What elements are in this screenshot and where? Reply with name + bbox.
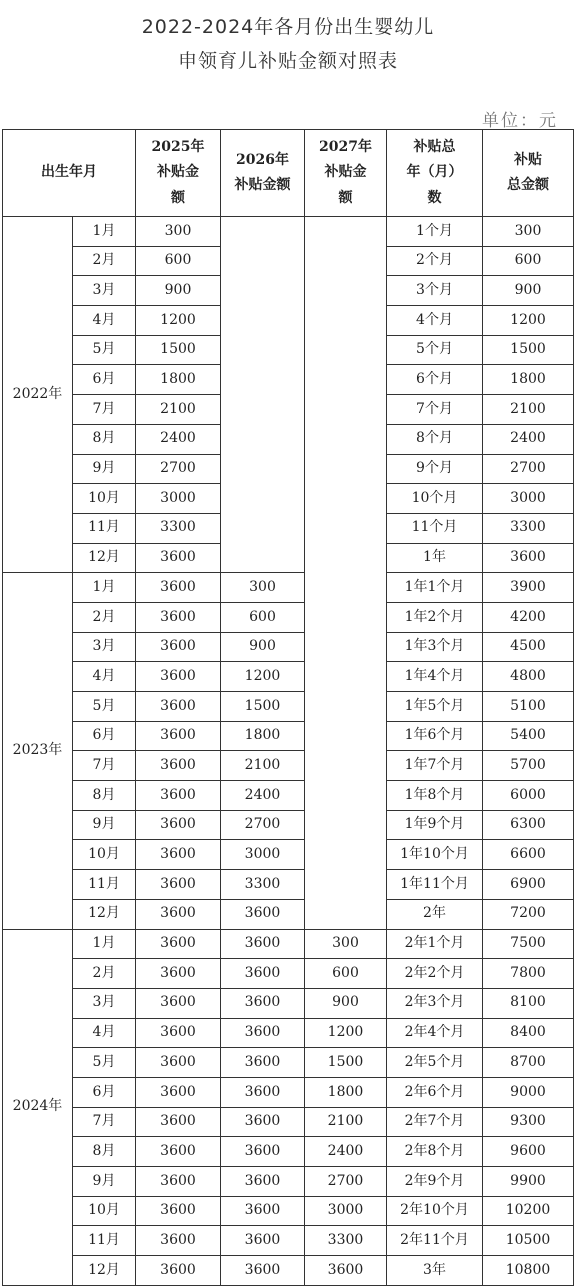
total-amount-cell: 7800 <box>483 959 574 989</box>
total-amount-cell: 900 <box>483 276 574 306</box>
total-months-cell: 2年3个月 <box>387 988 483 1018</box>
subsidy-2025-cell: 3600 <box>136 1226 221 1256</box>
total-months-cell: 5个月 <box>387 335 483 365</box>
total-months-cell: 1个月 <box>387 217 483 247</box>
month-cell: 10月 <box>73 1196 136 1226</box>
total-amount-cell: 2700 <box>483 454 574 484</box>
header-2027-subsidy: 2027年 补贴金 额 <box>305 130 387 217</box>
month-cell: 12月 <box>73 543 136 573</box>
total-amount-cell: 2400 <box>483 424 574 454</box>
total-months-cell: 7个月 <box>387 395 483 425</box>
subsidy-2027-cell: 2100 <box>305 1107 387 1137</box>
month-cell: 6月 <box>73 721 136 751</box>
month-cell: 7月 <box>73 1107 136 1137</box>
subsidy-2026-cell: 3600 <box>221 929 305 959</box>
subsidy-2026-cell: 2400 <box>221 781 305 811</box>
unit-label: 单位：元 <box>482 111 558 131</box>
table-row <box>3 751 574 781</box>
total-months-cell: 1年3个月 <box>387 632 483 662</box>
subsidy-2026-cell: 3600 <box>221 959 305 989</box>
total-months-cell: 3个月 <box>387 276 483 306</box>
subsidy-2025-cell: 3600 <box>136 1018 221 1048</box>
total-amount-cell: 1500 <box>483 335 574 365</box>
subsidy-2025-cell: 3600 <box>136 810 221 840</box>
subsidy-2026-cell: 3600 <box>221 1196 305 1226</box>
total-months-cell: 1年6个月 <box>387 721 483 751</box>
subsidy-2026-cell: 3000 <box>221 840 305 870</box>
total-months-cell: 2年11个月 <box>387 1226 483 1256</box>
total-months-cell: 1年8个月 <box>387 781 483 811</box>
month-cell: 8月 <box>73 424 136 454</box>
document-title-line2: 申领育儿补贴金额对照表 <box>177 50 398 72</box>
table-row <box>3 988 574 1018</box>
document-title-line1: 2022-2024年各月份出生婴幼儿 <box>141 16 435 38</box>
table-row <box>3 840 574 870</box>
month-cell: 9月 <box>73 810 136 840</box>
table-row <box>3 602 574 632</box>
table-row <box>3 929 574 959</box>
subsidy-2025-cell: 2700 <box>136 454 221 484</box>
subsidy-2025-cell: 3600 <box>136 1137 221 1167</box>
total-months-cell: 2年6个月 <box>387 1077 483 1107</box>
total-months-cell: 1年9个月 <box>387 810 483 840</box>
month-cell: 9月 <box>73 1167 136 1197</box>
month-cell: 8月 <box>73 1137 136 1167</box>
month-cell: 9月 <box>73 454 136 484</box>
subsidy-2025-cell: 1200 <box>136 306 221 336</box>
empty-merged-cell <box>305 217 387 930</box>
subsidy-2027-cell: 2700 <box>305 1167 387 1197</box>
total-months-cell: 2年2个月 <box>387 959 483 989</box>
month-cell: 4月 <box>73 306 136 336</box>
year-cell: 2024年 <box>3 929 73 1285</box>
subsidy-2026-cell: 3600 <box>221 1048 305 1078</box>
empty-merged-cell <box>221 217 305 573</box>
month-cell: 4月 <box>73 662 136 692</box>
month-cell: 2月 <box>73 602 136 632</box>
table-row <box>3 632 574 662</box>
month-cell: 7月 <box>73 395 136 425</box>
total-months-cell: 6个月 <box>387 365 483 395</box>
year-cell: 2023年 <box>3 573 73 929</box>
subsidy-2026-cell: 3600 <box>221 1107 305 1137</box>
total-amount-cell: 10800 <box>483 1256 574 1286</box>
month-cell: 2月 <box>73 959 136 989</box>
table-row <box>3 1107 574 1137</box>
subsidy-2025-cell: 3600 <box>136 988 221 1018</box>
total-months-cell: 1年4个月 <box>387 662 483 692</box>
subsidy-2025-cell: 3600 <box>136 1167 221 1197</box>
header-total-amount: 补贴 总金额 <box>483 130 574 217</box>
total-amount-cell: 7500 <box>483 929 574 959</box>
table-row <box>3 1018 574 1048</box>
total-amount-cell: 4800 <box>483 662 574 692</box>
table-row <box>3 899 574 929</box>
subsidy-2025-cell: 3600 <box>136 662 221 692</box>
subsidy-2026-cell: 3600 <box>221 1137 305 1167</box>
month-cell: 12月 <box>73 899 136 929</box>
month-cell: 7月 <box>73 751 136 781</box>
total-amount-cell: 4200 <box>483 602 574 632</box>
header-birth-month: 出生年月 <box>3 130 136 217</box>
table-row <box>3 810 574 840</box>
subsidy-2027-cell: 300 <box>305 929 387 959</box>
total-months-cell: 2个月 <box>387 246 483 276</box>
subsidy-2025-cell: 3600 <box>136 781 221 811</box>
total-amount-cell: 5400 <box>483 721 574 751</box>
total-months-cell: 2年1个月 <box>387 929 483 959</box>
total-amount-cell: 8400 <box>483 1018 574 1048</box>
month-cell: 12月 <box>73 1256 136 1286</box>
month-cell: 3月 <box>73 988 136 1018</box>
subsidy-2025-cell: 3600 <box>136 1196 221 1226</box>
subsidy-2025-cell: 2100 <box>136 395 221 425</box>
subsidy-2026-cell: 600 <box>221 602 305 632</box>
subsidy-2026-cell: 3600 <box>221 1077 305 1107</box>
subsidy-2025-cell: 3600 <box>136 1256 221 1286</box>
month-cell: 11月 <box>73 513 136 543</box>
month-cell: 3月 <box>73 276 136 306</box>
month-cell: 11月 <box>73 870 136 900</box>
subsidy-2025-cell: 2400 <box>136 424 221 454</box>
subsidy-2025-cell: 3600 <box>136 1077 221 1107</box>
header-total-months: 补贴总 年（月） 数 <box>387 130 483 217</box>
total-months-cell: 2年 <box>387 899 483 929</box>
subsidy-2026-cell: 900 <box>221 632 305 662</box>
table-row <box>3 721 574 751</box>
month-cell: 4月 <box>73 1018 136 1048</box>
subsidy-2026-cell: 3600 <box>221 1226 305 1256</box>
subsidy-2025-cell: 3600 <box>136 721 221 751</box>
total-amount-cell: 3900 <box>483 573 574 603</box>
month-cell: 10月 <box>73 484 136 514</box>
month-cell: 2月 <box>73 246 136 276</box>
subsidy-2025-cell: 3600 <box>136 899 221 929</box>
total-months-cell: 10个月 <box>387 484 483 514</box>
total-amount-cell: 3600 <box>483 543 574 573</box>
subsidy-2026-cell: 3600 <box>221 899 305 929</box>
subsidy-2025-cell: 3600 <box>136 929 221 959</box>
subsidy-2025-cell: 3600 <box>136 840 221 870</box>
subsidy-2026-cell: 3600 <box>221 1167 305 1197</box>
month-cell: 1月 <box>73 217 136 247</box>
subsidy-2025-cell: 3600 <box>136 692 221 722</box>
total-amount-cell: 300 <box>483 217 574 247</box>
subsidy-2026-cell: 3300 <box>221 870 305 900</box>
subsidy-2026-cell: 1800 <box>221 721 305 751</box>
month-cell: 8月 <box>73 781 136 811</box>
total-months-cell: 1年7个月 <box>387 751 483 781</box>
total-months-cell: 1年5个月 <box>387 692 483 722</box>
subsidy-2025-cell: 3000 <box>136 484 221 514</box>
table-row <box>3 781 574 811</box>
subsidy-2025-cell: 900 <box>136 276 221 306</box>
month-cell: 6月 <box>73 365 136 395</box>
subsidy-2025-cell: 3600 <box>136 1107 221 1137</box>
subsidy-2025-cell: 3600 <box>136 1048 221 1078</box>
table-row <box>3 1137 574 1167</box>
total-amount-cell: 6300 <box>483 810 574 840</box>
total-months-cell: 1年1个月 <box>387 573 483 603</box>
subsidy-2026-cell: 3600 <box>221 1018 305 1048</box>
total-amount-cell: 6600 <box>483 840 574 870</box>
total-amount-cell: 8100 <box>483 988 574 1018</box>
total-months-cell: 2年4个月 <box>387 1018 483 1048</box>
total-amount-cell: 5700 <box>483 751 574 781</box>
total-amount-cell: 600 <box>483 246 574 276</box>
table-row <box>3 662 574 692</box>
total-amount-cell: 7200 <box>483 899 574 929</box>
subsidy-2027-cell: 3300 <box>305 1226 387 1256</box>
month-cell: 1月 <box>73 573 136 603</box>
total-amount-cell: 3300 <box>483 513 574 543</box>
total-amount-cell: 10200 <box>483 1196 574 1226</box>
subsidy-2025-cell: 3600 <box>136 602 221 632</box>
total-months-cell: 2年7个月 <box>387 1107 483 1137</box>
subsidy-2026-cell: 2100 <box>221 751 305 781</box>
subsidy-2027-cell: 1800 <box>305 1077 387 1107</box>
subsidy-2025-cell: 3600 <box>136 959 221 989</box>
total-months-cell: 1年10个月 <box>387 840 483 870</box>
table-row <box>3 1196 574 1226</box>
table-row <box>3 1077 574 1107</box>
subsidy-2025-cell: 1800 <box>136 365 221 395</box>
month-cell: 1月 <box>73 929 136 959</box>
month-cell: 5月 <box>73 335 136 365</box>
subsidy-2025-cell: 3600 <box>136 632 221 662</box>
subsidy-2026-cell: 1500 <box>221 692 305 722</box>
subsidy-2025-cell: 600 <box>136 246 221 276</box>
subsidy-2027-cell: 1200 <box>305 1018 387 1048</box>
subsidy-2025-cell: 3600 <box>136 751 221 781</box>
subsidy-2025-cell: 3600 <box>136 870 221 900</box>
total-amount-cell: 9300 <box>483 1107 574 1137</box>
table-row <box>3 1048 574 1078</box>
month-cell: 10月 <box>73 840 136 870</box>
table-row <box>3 573 574 603</box>
subsidy-2025-cell: 3600 <box>136 573 221 603</box>
subsidy-2025-cell: 1500 <box>136 335 221 365</box>
table-body <box>3 217 574 1286</box>
total-months-cell: 8个月 <box>387 424 483 454</box>
subsidy-2026-cell: 1200 <box>221 662 305 692</box>
subsidy-2026-cell: 2700 <box>221 810 305 840</box>
subsidy-2025-cell: 3600 <box>136 543 221 573</box>
total-amount-cell: 6000 <box>483 781 574 811</box>
total-amount-cell: 9000 <box>483 1077 574 1107</box>
total-months-cell: 2年5个月 <box>387 1048 483 1078</box>
table-row <box>3 1256 574 1286</box>
subsidy-2027-cell: 3000 <box>305 1196 387 1226</box>
total-months-cell: 3年 <box>387 1256 483 1286</box>
table-row <box>3 959 574 989</box>
total-months-cell: 11个月 <box>387 513 483 543</box>
total-months-cell: 2年8个月 <box>387 1137 483 1167</box>
subsidy-2027-cell: 3600 <box>305 1256 387 1286</box>
total-months-cell: 2年9个月 <box>387 1167 483 1197</box>
subsidy-2026-cell: 300 <box>221 573 305 603</box>
total-months-cell: 9个月 <box>387 454 483 484</box>
header-2026-subsidy: 2026年 补贴金额 <box>221 130 305 217</box>
subsidy-2027-cell: 600 <box>305 959 387 989</box>
header-row <box>3 130 574 217</box>
total-amount-cell: 9900 <box>483 1167 574 1197</box>
total-amount-cell: 2100 <box>483 395 574 425</box>
table-row <box>3 1226 574 1256</box>
subsidy-2027-cell: 2400 <box>305 1137 387 1167</box>
table-row <box>3 217 574 247</box>
total-months-cell: 1年2个月 <box>387 602 483 632</box>
total-months-cell: 2年10个月 <box>387 1196 483 1226</box>
month-cell: 3月 <box>73 632 136 662</box>
total-amount-cell: 5100 <box>483 692 574 722</box>
total-amount-cell: 1800 <box>483 365 574 395</box>
subsidy-2027-cell: 900 <box>305 988 387 1018</box>
total-amount-cell: 1200 <box>483 306 574 336</box>
subsidy-2027-cell: 1500 <box>305 1048 387 1078</box>
subsidy-table <box>2 129 574 1286</box>
total-amount-cell: 10500 <box>483 1226 574 1256</box>
total-amount-cell: 3000 <box>483 484 574 514</box>
subsidy-2025-cell: 3300 <box>136 513 221 543</box>
subsidy-2025-cell: 300 <box>136 217 221 247</box>
month-cell: 5月 <box>73 692 136 722</box>
year-cell: 2022年 <box>3 217 73 573</box>
total-months-cell: 1年 <box>387 543 483 573</box>
table-row <box>3 870 574 900</box>
table-row <box>3 692 574 722</box>
total-amount-cell: 6900 <box>483 870 574 900</box>
total-amount-cell: 8700 <box>483 1048 574 1078</box>
month-cell: 5月 <box>73 1048 136 1078</box>
subsidy-2026-cell: 3600 <box>221 988 305 1018</box>
total-months-cell: 1年11个月 <box>387 870 483 900</box>
month-cell: 11月 <box>73 1226 136 1256</box>
total-amount-cell: 9600 <box>483 1137 574 1167</box>
month-cell: 6月 <box>73 1077 136 1107</box>
total-amount-cell: 4500 <box>483 632 574 662</box>
table-row <box>3 1167 574 1197</box>
header-2025-subsidy: 2025年 补贴金 额 <box>136 130 221 217</box>
subsidy-2026-cell: 3600 <box>221 1256 305 1286</box>
total-months-cell: 4个月 <box>387 306 483 336</box>
